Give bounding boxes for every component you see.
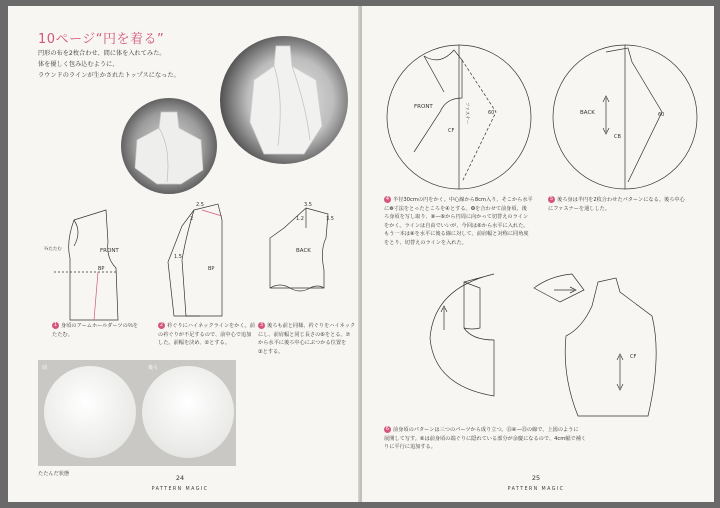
cb-label: CB	[614, 134, 621, 140]
front-label: FRONT	[414, 104, 433, 110]
pattern-piece-left	[424, 268, 504, 398]
page-number: 24	[175, 474, 185, 482]
grainline-arrow	[441, 306, 447, 330]
dim-label: 2.5	[196, 202, 204, 208]
intro-line: 円形の布を2枚合わせ、間に体を入れてみた。	[38, 50, 166, 57]
front-circle-pattern	[384, 42, 534, 192]
dim-label: 3.5	[326, 216, 334, 222]
dim-label: 60	[658, 112, 665, 118]
left-page	[8, 6, 360, 502]
pattern-piece-front	[558, 276, 668, 426]
dim-label: 1.2	[296, 216, 304, 222]
cf-label: CF	[630, 354, 637, 360]
intro-line: 体を優しく包み込むように、	[38, 61, 119, 68]
high-neck-front-diagram	[160, 196, 250, 316]
step-caption: 4 半径30cmの円をかく。中心線から8cm入り、そこから水平 に❁寸法をとったところを④とする。❂を合わせて前身頃、後 ろ身頃を写し取り、⑧—⑥から円周に向かって切替えのライン をかく。ラインは自由でいいが、今回は⑥から水平に入れた。 もう一本は⑧を水平に後る線に対して、前肩幅と対称に同角度 をとり、切替えのラインを入れた。	[384, 196, 533, 246]
bp-label: BP	[98, 266, 105, 272]
photo-caption: たたんだ状態	[38, 471, 70, 477]
running-footer: PATTERN MAGIC	[151, 487, 209, 492]
grainline-arrow	[603, 96, 609, 134]
right-page	[362, 6, 714, 502]
back-bodice-diagram	[260, 198, 350, 298]
back-circle-pattern	[550, 42, 700, 192]
back-label: BACK	[580, 110, 595, 116]
step-number: 2	[159, 322, 164, 328]
front-bodice-diagram	[36, 202, 146, 312]
step-number: 3	[259, 322, 264, 328]
step-number: 1	[53, 322, 58, 328]
step-caption: 5 後ろ身は半円を2枚合わせたパターンになる。後ろ中心 にファスナーを通しした。	[548, 196, 685, 212]
front-label: FRONT	[100, 248, 119, 254]
garment-illustration	[220, 36, 348, 164]
mannequin-photo-large	[220, 36, 348, 164]
flat-circle-front	[44, 366, 136, 458]
step-caption: 2 衿ぐりにハイネックラインをかく。前 の衿ぐりが不足するので、前中心で追加 した。前幅を決め、②とする。	[158, 322, 255, 346]
photo-label-back: 後ろ	[148, 365, 159, 371]
intro-text	[38, 48, 208, 81]
garment-illustration	[121, 98, 217, 194]
step-number: 6	[385, 426, 390, 432]
step-number: 4	[385, 196, 390, 202]
grainline-arrow	[617, 354, 623, 390]
intro-line: ラウンドのラインが生かされたトップスになった。	[38, 72, 180, 79]
mannequin-photo-small	[121, 98, 217, 194]
step-caption: 6 前身頃のパターンは三つのパーツから成り立つ。⑮④—⑮の線で、上図のように 展開して写す。⑥は前身頃の端ぐりに隠れている部分が余慶になるので、4cm幅で補く りに平行に追加する。	[384, 426, 587, 450]
step-number: 5	[549, 196, 554, 202]
step-caption: 1 身頃のアームホールダーツの⅔をたたむ。	[52, 322, 138, 338]
dim-label: 2	[190, 216, 194, 222]
photo-label-front: 前	[42, 365, 48, 371]
dim-label: 60	[488, 110, 495, 116]
cf-label: CF	[448, 128, 455, 134]
dim-label: 3.5	[304, 202, 312, 208]
zipper-label: ファスナー	[464, 102, 469, 125]
flat-circle-back	[142, 366, 234, 458]
page-title: 10ページ“円を着る”	[38, 32, 165, 47]
running-footer: PATTERN MAGIC	[507, 487, 565, 492]
flat-photo-panel	[38, 360, 236, 466]
dim-label: 1.5	[174, 254, 182, 260]
step-caption: 3 後ろも前と同様、衿ぐりをハイネック にし、前肩幅と同じ長さの⑥をとる。⑦ から水平に後ろ中心にぶつかる位置を ③とする。	[258, 322, 356, 355]
page-number: 25	[531, 474, 541, 482]
back-label: BACK	[296, 248, 311, 254]
fold-label: ⅔たたむ	[44, 247, 62, 252]
bp-label: BP	[208, 266, 215, 272]
